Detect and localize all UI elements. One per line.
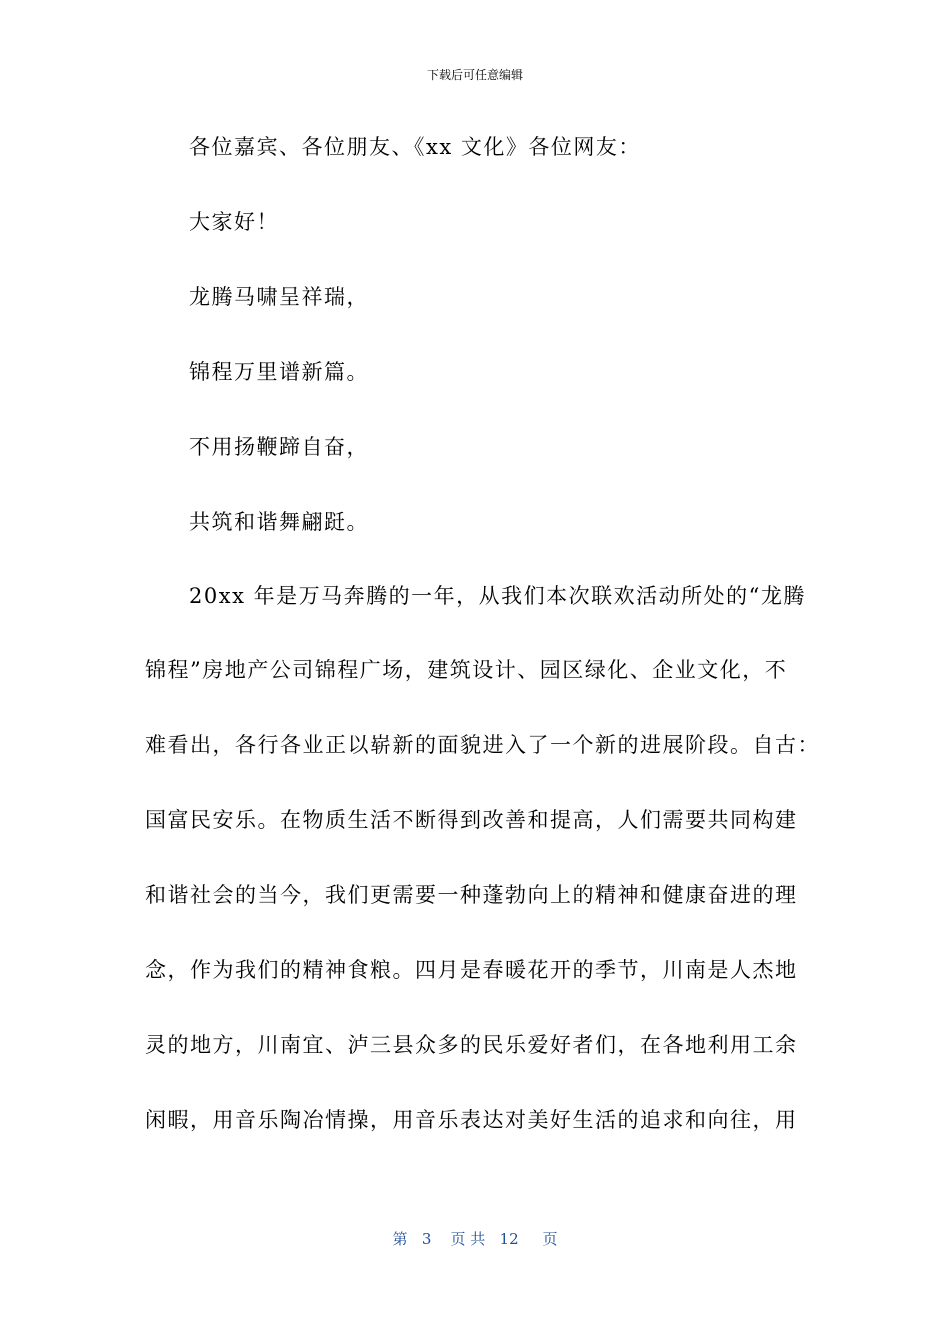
- poem-line: 龙腾马啸呈祥瑞，: [189, 285, 369, 309]
- paragraph-line: 20xx 年是万马奔腾的一年，从我们本次联欢活动所处的“龙腾: [189, 584, 806, 608]
- footer-page-middle: 页 共: [450, 1230, 486, 1248]
- page-header: 下载后可任意编辑: [426, 68, 523, 82]
- paragraph-line: 和谐社会的当今，我们更需要一种蓬勃向上的精神和健康奋进的理: [145, 883, 798, 907]
- paragraph-line: 念，作为我们的精神食粮。四月是春暖花开的季节，川南是人杰地: [145, 958, 798, 982]
- paragraph-line: 闲暇，用音乐陶冶情操，用音乐表达对美好生活的追求和向往，用: [145, 1108, 798, 1132]
- poem-line: 锦程万里谱新篇。: [189, 360, 369, 384]
- hello-line: 大家好！: [189, 210, 279, 234]
- footer-total-pages: 12: [499, 1230, 519, 1248]
- paragraph-line: 灵的地方，川南宜、泸三县众多的民乐爱好者们，在各地利用工余: [145, 1033, 798, 1057]
- footer-page-prefix: 第: [392, 1230, 408, 1248]
- poem-line: 共筑和谐舞翩跹。: [189, 510, 369, 534]
- footer-page-suffix: 页: [542, 1230, 558, 1248]
- page-footer: [0, 1229, 950, 1249]
- footer-current-page: 3: [421, 1230, 432, 1248]
- paragraph-line: 国富民安乐。在物质生活不断得到改善和提高，人们需要共同构建: [145, 808, 798, 832]
- paragraph-line: 难看出，各行各业正以崭新的面貌进入了一个新的进展阶段。自古：: [145, 733, 820, 757]
- paragraph-line: 锦程”房地产公司锦程广场，建筑设计、园区绿化、企业文化，不: [145, 658, 788, 682]
- poem-line: 不用扬鞭蹄自奋，: [189, 435, 369, 459]
- greeting-line: 各位嘉宾、各位朋友、《xx 文化》各位网友：: [189, 135, 641, 159]
